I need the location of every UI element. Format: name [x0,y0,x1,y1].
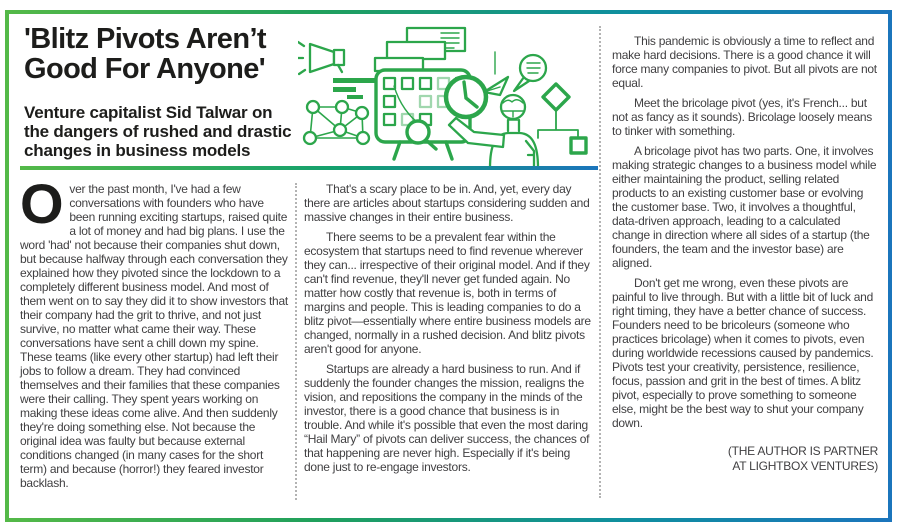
diamond-icon [543,84,569,110]
paragraph: Meet the bricolage pivot (yes, it's French... but not as fancy as it sounds). Bricolage loosely means to tinker with something. [612,96,873,138]
paragraph: Startups are already a hard business to run. And if suddenly the founder changes the mission, realigns the vision, and repositions the company in the minds of the investor, there is a good chance that business is in trouble. And while it's possible that even the most daring “Hail Mary” of pivots can deliver success, the chances of that happening are never high. Especially if it's being done just to re-engage investors. [304,362,590,474]
lead-paragraph-text: ver the past month, I've had a few conversations with founders who have been running exciting startups, raised quite a lot of money and had big plans. I use the word 'had' not because their companies shut down, but because halfway through each conversation they explained how they pivoted since the lockdown to a completely different business model. And most of them went on to say they did it to show investors that their company had the grit to thrive, and not just survive, no matter what came their way. These conversations have sent a chill down my spine. These teams (like every other startup) had left their jobs to follow a dream. They had convinced themselves and their families that these companies were their calling. They spent years working on making these ideas come alive. And then suddenly they're doing something else. Not because the original idea was faulty but because external conditions changed (in many cases for the short term) and because (horror!) they feared investor backlash. [20,182,288,490]
headline-line-2: Good For Anyone' [24,53,266,85]
paper-plane-icon [484,52,508,95]
column-3 [612,26,878,474]
paragraph: There seems to be a prevalent fear within the ecosystem that startups need to find revenue wherever they can... irrespective of their original model. And if they can't find revenue, they'll never get funded again. No matter how costly that revenue is, both in terms of margins and people. This is leading companies to do a blitz pivot—essentially where entire business models are changed, normally in a rushed decision. And blitz pivots aren't good for anyone. [304,230,591,356]
paragraph: This pandemic is obviously a time to reflect and make hard decisions. There is a good chance it will force many companies to pivot. But all pivots are not equal. [612,34,877,90]
text-bars-icon [333,78,378,99]
lead-paragraph [20,172,288,490]
clock-icon [446,77,486,117]
paragraph: That's a scary place to be in. And, yet, every day there are articles about startups considering sudden and massive changes in their entire business. [304,182,590,224]
headline-line-1: 'Blitz Pivots Aren’t [24,23,266,55]
documents-icon [375,28,465,71]
header-rule [20,166,598,170]
author-note [612,444,878,474]
flowchart-icon [538,110,586,153]
column-divider-2 [599,26,601,498]
network-graph-icon [304,101,369,144]
speech-bubble-icon [514,55,546,91]
megaphone-icon [298,42,344,74]
column-divider-1 [295,183,297,500]
paragraph: Don't get me wrong, even these pivots are painful to live through. But with a little bit of luck and right timing, they have a better chance of success. Founders need to be bricoleurs (someone who practices bricolage) when it comes to pivots, even during worldwide recessions caused by pandemics. Pivots test your creativity, persistence, resilience, focus, passion and grit in the best of times. A blitz pivot, especially to prove something to someone else, might be the best way to shut your company down. [612,276,874,430]
author-note-line-1: (THE AUTHOR IS PARTNER [727,444,878,458]
drop-cap: O [20,172,64,235]
headline [24,24,298,84]
subtitle: Venture capitalist Sid Talwar on the dangers of rushed and drastic changes in business models [24,103,292,160]
column-1 [20,172,288,496]
column-2 [304,182,592,480]
illustration [298,14,600,168]
author-note-line-2: AT LIGHTBOX VENTURES) [732,459,878,473]
paragraph: A bricolage pivot has two parts. One, it involves making strategic changes to a business model while either maintaining the product, selling related products to an existing customer base or evolving the customer base. Two, it involves a thoughtful, data-driven approach, leading to a calculated change in direction where all sides of a startup (the founders, the team and the investor base) are aligned. [612,144,877,270]
